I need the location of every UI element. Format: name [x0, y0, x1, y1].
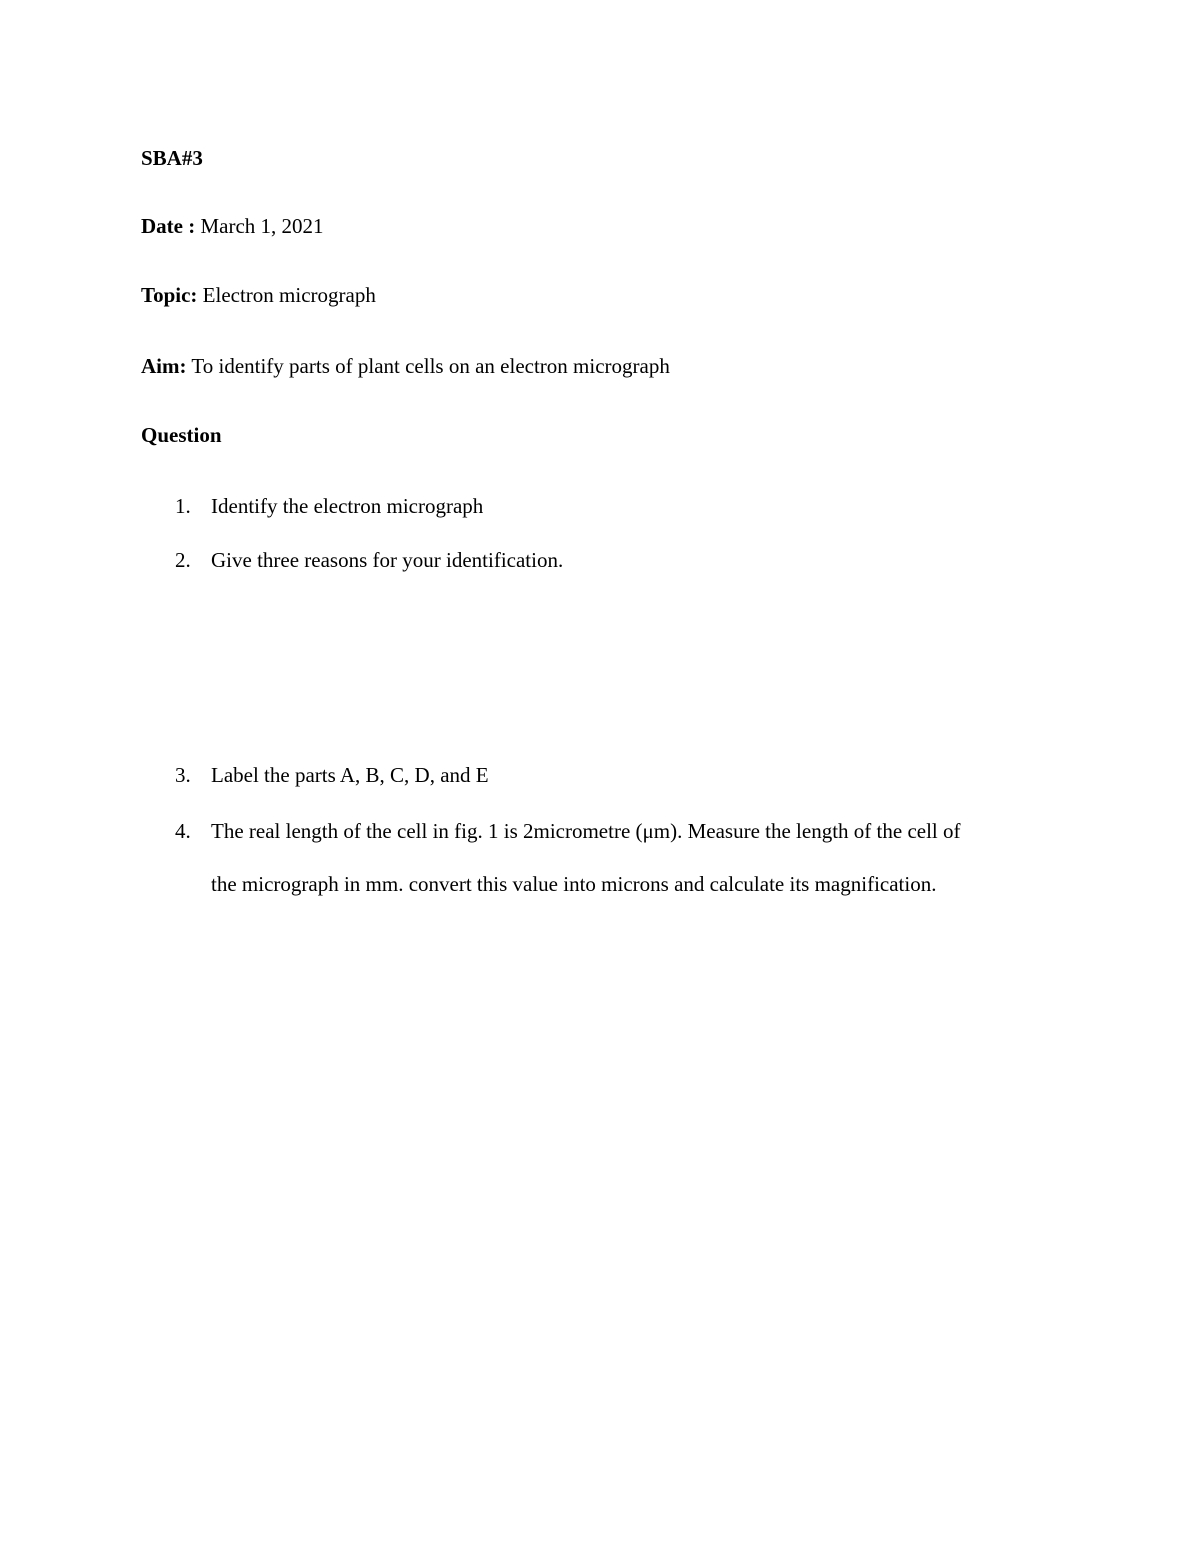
question-number: 3.: [175, 763, 191, 787]
question-item-1: [0, 494, 1200, 518]
question-item-4: [0, 819, 1200, 899]
question-text: Give three reasons for your identification.: [211, 548, 564, 572]
question-text-line-1: The real length of the cell in fig. 1 is 2micrometre (μm). Measure the length of the cell of: [211, 819, 961, 843]
topic-line: [141, 283, 376, 307]
question-item-3: [0, 763, 1200, 787]
question-item-2: [0, 548, 1200, 572]
date-line: [141, 214, 324, 238]
topic-label: Topic:: [141, 283, 198, 307]
question-text: Identify the electron micrograph: [211, 494, 484, 518]
date-label: Date :: [141, 214, 196, 238]
aim-value: To identify parts of plant cells on an electron micrograph: [191, 354, 670, 378]
question-number: 2.: [175, 548, 191, 572]
aim-line: [141, 354, 670, 378]
question-text: Label the parts A, B, C, D, and E: [211, 763, 489, 787]
aim-label: Aim:: [141, 354, 187, 378]
topic-value: Electron micrograph: [202, 283, 376, 307]
question-text-line-2: the micrograph in mm. convert this value into microns and calculate its magnification.: [211, 872, 937, 896]
question-heading: Question: [141, 423, 222, 447]
question-number: 1.: [175, 494, 191, 518]
date-value: March 1, 2021: [200, 214, 324, 238]
question-number: 4.: [175, 819, 191, 843]
document-heading: SBA#3: [141, 146, 203, 170]
